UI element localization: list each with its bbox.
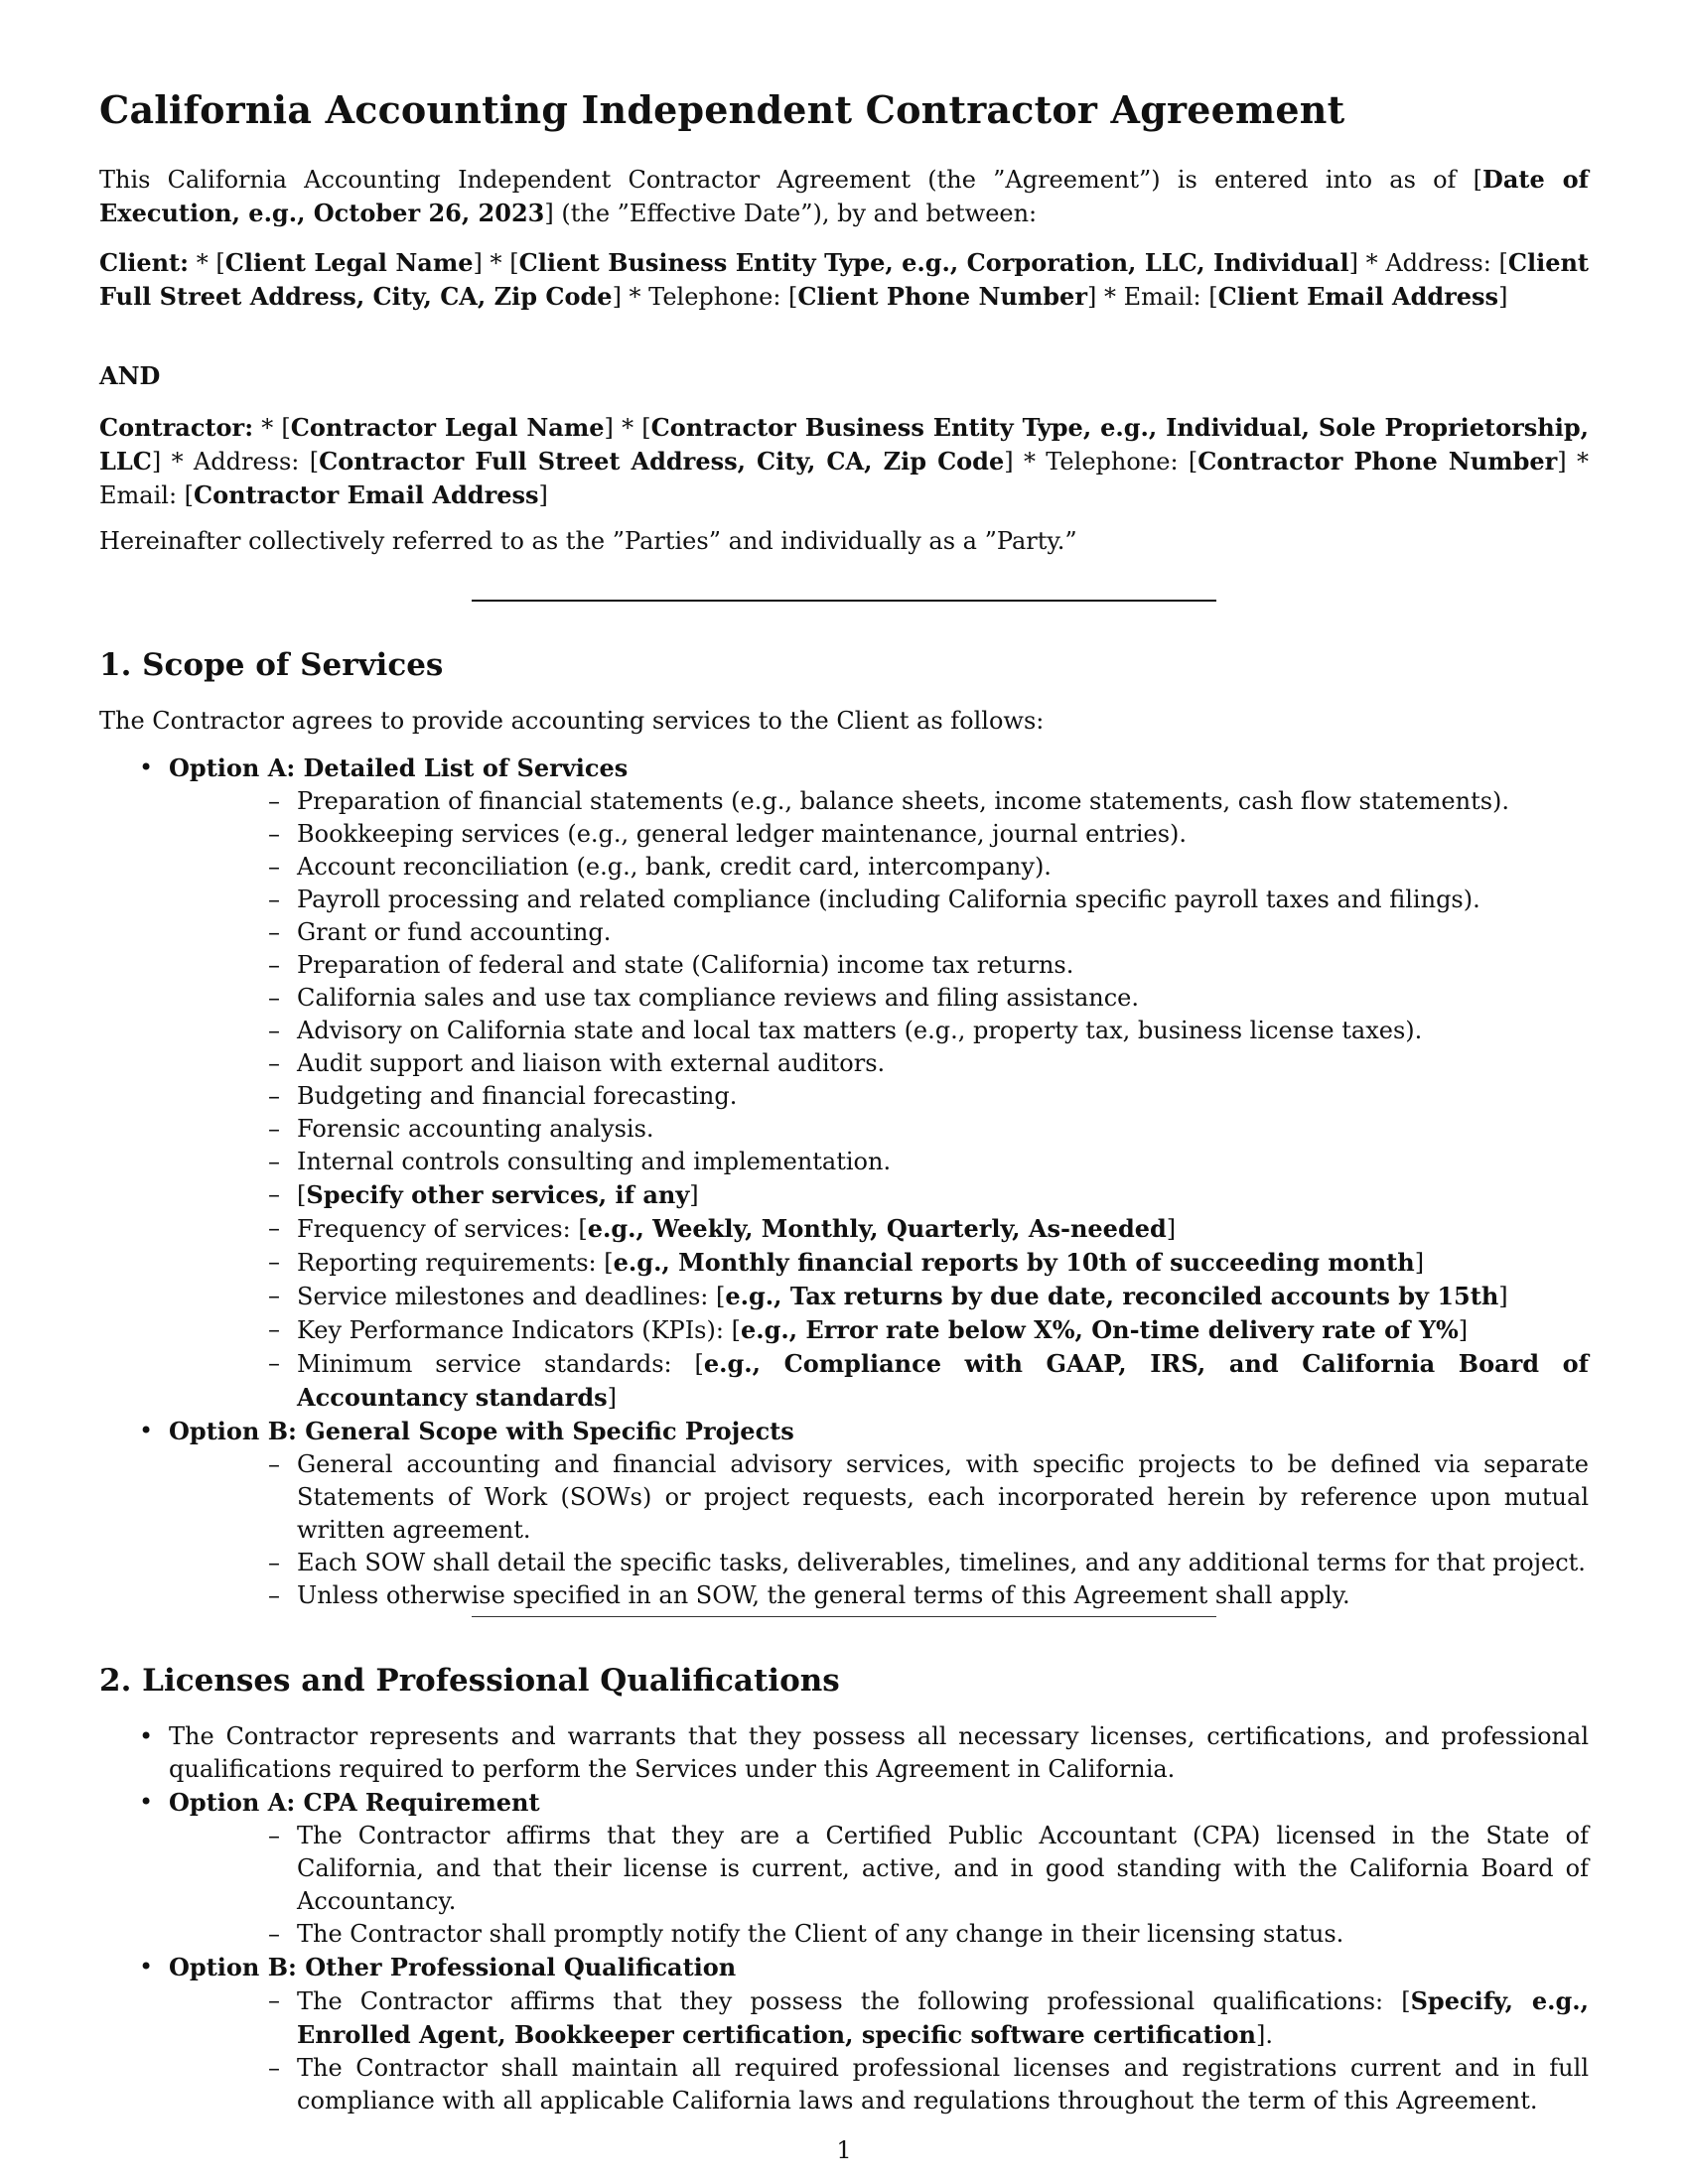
contractor-sep: ] * Telephone: [	[1004, 448, 1198, 476]
document-title: California Accounting Independent Contractor Agreement	[99, 87, 1345, 132]
contractor-label: Contractor:	[99, 413, 254, 442]
client-sep: * [	[189, 249, 225, 277]
contractor-sep: ] * Email: [	[99, 448, 1590, 509]
section-2-heading: 2. Licenses and Professional Qualifications	[99, 1663, 840, 1699]
effective-date-field: Date of Execution, e.g., October 26, 2023	[99, 165, 1590, 227]
section-divider	[472, 1616, 1216, 1617]
list-item: – The Contractor shall maintain all required professional licenses and registrations current and in full compliance with all applicable California laws and regulations throughout the term of this Agreement.	[169, 2052, 1589, 2117]
qualification-text: The Contractor affirms that they possess the following professional qualifications: [	[297, 1987, 1411, 2015]
list-item: – The Contractor shall promptly notify the Client of any change in their licensing status.	[169, 1918, 1589, 1951]
page-number: 1	[836, 2136, 852, 2164]
list-item: – Account reconciliation (e.g., bank, credit card, intercompany).	[169, 851, 1589, 884]
list-item: – Preparation of federal and state (California) income tax returns.	[169, 949, 1589, 982]
kpi-label: Key Performance Indicators (KPIs):	[297, 1316, 732, 1344]
hereinafter-paragraph: Hereinafter collectively referred to as the ”Parties” and individually as a ”Party.”	[99, 527, 1077, 555]
section-1-options-list	[99, 751, 1589, 1612]
reporting-label: Reporting requirements:	[297, 1249, 605, 1277]
client-sep: ] * Telephone: [	[612, 283, 798, 311]
contractor-sep: ] * [	[604, 414, 651, 442]
section-2-list	[99, 1720, 1589, 2117]
contractor-entity-field: Contractor Business Entity Type, e.g., Individual, Sole Proprietorship, LLC	[99, 413, 1589, 476]
client-phone-field: Client Phone Number	[797, 282, 1087, 311]
list-item: – Grant or fund accounting.	[169, 916, 1589, 949]
list-item: – The Contractor affirms that they are a Certified Public Accountant (CPA) licensed in the State of California, and that their license is current, active, and in good standing with the California Board of Accountancy.	[169, 1820, 1589, 1918]
contractor-name-field: Contractor Legal Name	[290, 413, 605, 442]
qualification-item	[169, 1984, 1589, 2052]
reporting-field: e.g., Monthly financial reports by 10th of succeeding month	[613, 1248, 1415, 1277]
frequency-field: e.g., Weekly, Monthly, Quarterly, As-needed	[587, 1214, 1167, 1243]
standards-field: e.g., Compliance with GAAP, IRS, and California Board of Accountancy standards	[297, 1349, 1590, 1412]
section-1-intro: The Contractor agrees to provide accounting services to the Client as follows:	[99, 707, 1045, 735]
milestones-field: e.g., Tax returns by due date, reconciled accounts by 15th	[725, 1282, 1499, 1310]
frequency-label: Frequency of services:	[297, 1215, 579, 1243]
cpa-option-list	[169, 1820, 1589, 1951]
option-b-item	[99, 1415, 1589, 1612]
option-b-list	[169, 1448, 1589, 1612]
option-a-item	[99, 751, 1589, 1415]
client-sep: ] * Email: [	[1086, 283, 1218, 311]
cpa-option-item	[99, 1786, 1589, 1951]
contractor-phone-field: Contractor Phone Number	[1197, 447, 1558, 476]
frequency-item: – Frequency of services: [e.g., Weekly, Monthly, Quarterly, As-needed]	[169, 1212, 1589, 1246]
option-b-label: Option B: General Scope with Specific Projects	[169, 1417, 794, 1445]
client-block	[99, 246, 1589, 314]
client-sep: ] * [	[473, 249, 519, 277]
cpa-option-label: Option A: CPA Requirement	[169, 1788, 540, 1817]
list-item: – Advisory on California state and local tax matters (e.g., property tax, business license taxes).	[169, 1015, 1589, 1047]
client-address-field: Client Full Street Address, City, CA, Zip Code	[99, 248, 1589, 311]
kpi-item: – Key Performance Indicators (KPIs): [e.g., Error rate below X%, On-time delivery rate of Y%]	[169, 1313, 1589, 1347]
list-item: – Audit support and liaison with external auditors.	[169, 1047, 1589, 1080]
list-item: – General accounting and financial advisory services, with specific projects to be defined via separate Statements of Work (SOWs) or project requests, each incorporated herein by reference upon mutual written agreement.	[169, 1448, 1589, 1547]
intro-text-post: ] (the ”Effective Date”), by and between:	[544, 200, 1038, 227]
section-1-heading: 1. Scope of Services	[99, 647, 444, 683]
client-sep: ] * Address: [	[1348, 249, 1508, 277]
qualification-field: Specify, e.g., Enrolled Agent, Bookkeeper certification, specific software certification	[297, 1986, 1589, 2049]
list-item: – Budgeting and financial forecasting.	[169, 1080, 1589, 1113]
option-a-services-list	[169, 785, 1589, 1415]
list-item: – Each SOW shall detail the specific tasks, deliverables, timelines, and any additional terms for that project.	[169, 1547, 1589, 1579]
client-name-field: Client Legal Name	[224, 248, 474, 277]
option-a-label: Option A: Detailed List of Services	[169, 753, 629, 782]
contractor-sep: ] * Address: [	[151, 448, 320, 476]
qualification-text-post: ].	[1255, 2021, 1273, 2049]
standards-label: Minimum service standards:	[297, 1350, 695, 1378]
client-sep: ]	[1498, 283, 1508, 311]
list-item: – Unless otherwise specified in an SOW, the general terms of this Agreement shall apply.	[169, 1579, 1589, 1612]
section-divider	[472, 600, 1216, 602]
other-qualification-list	[169, 1984, 1589, 2117]
client-entity-field: Client Business Entity Type, e.g., Corporation, LLC, Individual	[518, 248, 1349, 277]
kpi-field: e.g., Error rate below X%, On-time delivery rate of Y%	[740, 1315, 1459, 1344]
other-services-item: – [Specify other services, if any]	[169, 1178, 1589, 1212]
list-item: – Payroll processing and related compliance (including California specific payroll taxes and filings).	[169, 884, 1589, 916]
other-qualification-label: Option B: Other Professional Qualification	[169, 1953, 737, 1981]
contractor-block	[99, 411, 1589, 512]
standards-item: – Minimum service standards: [e.g., Compliance with GAAP, IRS, and California Board of Accountancy standards]	[169, 1347, 1589, 1415]
list-item: – Forensic accounting analysis.	[169, 1113, 1589, 1146]
list-item: – Internal controls consulting and implementation.	[169, 1146, 1589, 1178]
list-item: – Preparation of financial statements (e.g., balance sheets, income statements, cash flow statements).	[169, 785, 1589, 818]
list-item: – California sales and use tax compliance reviews and filing assistance.	[169, 982, 1589, 1015]
milestones-label: Service milestones and deadlines:	[297, 1283, 716, 1310]
warranty-item: • The Contractor represents and warrants that they possess all necessary licenses, certifications, and professional qualifications required to perform the Services under this Agreement in California.	[99, 1720, 1589, 1786]
intro-text-pre: This California Accounting Independent Contractor Agreement (the ”Agreement”) is entered into as of [	[99, 166, 1483, 194]
other-services-field: Specify other services, if any	[306, 1180, 690, 1209]
and-label: AND	[99, 361, 161, 390]
intro-paragraph	[99, 163, 1589, 230]
contractor-sep: ]	[538, 481, 548, 509]
milestones-item: – Service milestones and deadlines: [e.g., Tax returns by due date, reconciled accounts by 15th]	[169, 1280, 1589, 1313]
client-email-field: Client Email Address	[1217, 282, 1499, 311]
contractor-email-field: Contractor Email Address	[194, 480, 539, 509]
other-qualification-item	[99, 1951, 1589, 2117]
contractor-sep: * [	[253, 414, 291, 442]
client-label: Client:	[99, 248, 189, 277]
contractor-address-field: Contractor Full Street Address, City, CA, Zip Code	[319, 447, 1005, 476]
reporting-item: – Reporting requirements: [e.g., Monthly financial reports by 10th of succeeding month]	[169, 1246, 1589, 1280]
list-item: – Bookkeeping services (e.g., general ledger maintenance, journal entries).	[169, 818, 1589, 851]
